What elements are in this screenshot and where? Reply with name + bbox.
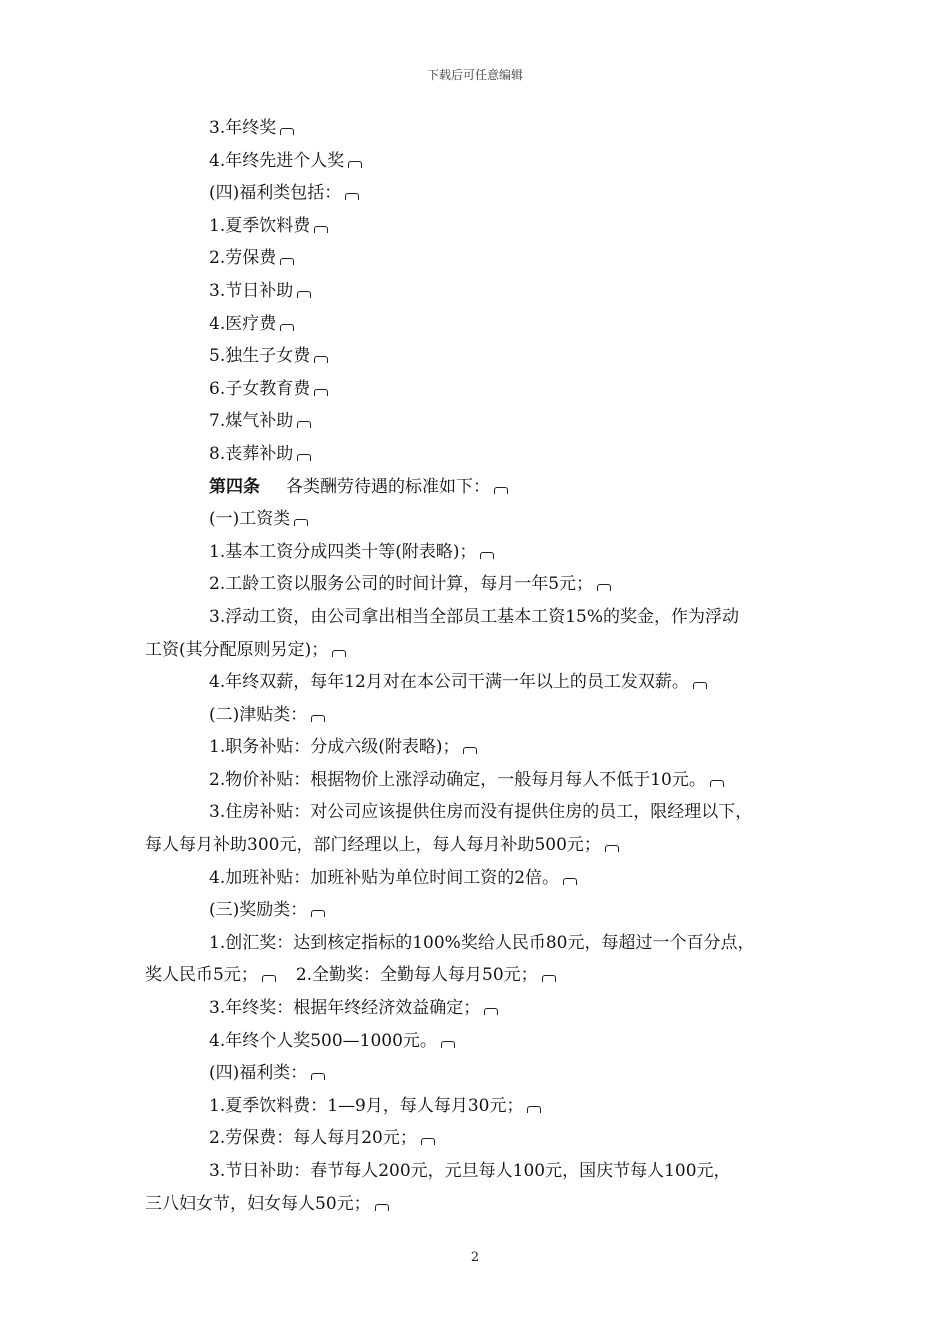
paragraph-mark-icon [297,454,311,461]
paragraph-mark-icon [332,650,346,657]
page-number: 2 [470,1250,480,1265]
list-item: 6.子女教育费 [145,373,825,406]
paragraph-mark-icon [311,1073,325,1080]
paragraph-mark-icon [605,845,619,852]
paragraph-mark-icon [311,910,325,917]
paragraph-mark-icon [280,324,294,331]
paragraph-mark-icon [542,975,556,982]
list-item-continuation: 每人每月补助300元，部门经理以上，每人每月补助500元； [145,829,825,862]
list-item-continuation: 奖人民币5元； 2.全勤奖：全勤每人每月50元； [145,959,825,992]
list-item: 8.丧葬补助 [145,438,825,471]
paragraph-mark-icon [297,421,311,428]
paragraph-mark-icon [527,1106,541,1113]
list-item: 3.节日补助 [145,275,825,308]
list-item: 1.职务补贴：分成六级(附表略)； [145,731,825,764]
article-heading [145,471,825,504]
paragraph-mark-icon [314,356,328,363]
paragraph-mark-icon [314,389,328,396]
paragraph-mark-icon [480,552,494,559]
list-item-continuation: 工资(其分配原则另定)； [145,634,825,667]
list-item: 1.夏季饮料费：1—9月，每人每月30元； [145,1090,825,1123]
list-item: 3.住房补贴：对公司应该提供住房而没有提供住房的员工，限经理以下， [209,802,753,823]
list-item: 1.夏季饮料费 [145,210,825,243]
list-item: 2.物价补贴：根据物价上涨浮动确定，一般每月每人不低于10元。 [145,764,825,797]
paragraph-mark-icon [311,715,325,722]
list-item: 1.创汇奖：达到核定指标的100%奖给人民币80元，每超过一个百分点， [209,932,755,953]
paragraph-mark-icon [262,975,276,982]
article-number: 第四条 [209,476,260,497]
list-item: 4.医疗费 [145,308,825,341]
paragraph-mark-icon [563,878,577,885]
article-title: 各类酬劳待遇的标准如下： [286,476,490,497]
paragraph-mark-icon [375,1204,389,1211]
paragraph-mark-icon [348,161,362,168]
list-item: 2.劳保费：每人每月20元； [145,1122,825,1155]
paragraph-mark-icon [463,747,477,754]
list-item: 4.加班补贴：加班补贴为单位时间工资的2倍。 [145,862,825,895]
section-heading: (二)津贴类： [145,699,825,732]
paragraph-mark-icon [693,682,707,689]
document-body [145,112,825,1220]
paragraph-mark-icon [494,487,508,494]
list-item: 4.年终个人奖500—1000元。 [145,1025,825,1058]
paragraph-mark-icon [421,1138,435,1145]
section-heading: (四)福利类包括： [145,177,825,210]
section-heading: (三)奖励类： [145,894,825,927]
list-item: 2.劳保费 [145,242,825,275]
paragraph-mark-icon [294,519,308,526]
list-item: 3.年终奖：根据年终经济效益确定； [145,992,825,1025]
paragraph-mark-icon [314,226,328,233]
section-heading: (一)工资类 [145,503,825,536]
list-item: 1.基本工资分成四类十等(附表略)； [145,536,825,569]
list-item: 4.年终先进个人奖 [145,145,825,178]
paragraph-mark-icon [297,291,311,298]
list-item: 2.工龄工资以服务公司的时间计算，每月一年5元； [145,568,825,601]
paragraph-mark-icon [345,193,359,200]
list-item: 4.年终双薪，每年12月对在本公司干满一年以上的员工发双薪。 [145,666,825,699]
paragraph-mark-icon [484,1008,498,1015]
paragraph-mark-icon [280,258,294,265]
list-item-continuation: 三八妇女节，妇女每人50元； [145,1188,825,1221]
page-header: 下载后可任意编辑 [426,68,523,82]
list-item: 3.年终奖 [145,112,825,145]
list-item: 7.煤气补助 [145,405,825,438]
list-item: 3.节日补助：春节每人200元，元旦每人100元，国庆节每人100元， [209,1161,731,1181]
paragraph-mark-icon [597,584,611,591]
paragraph-mark-icon [280,128,294,135]
list-item: 5.独生子女费 [145,340,825,373]
paragraph-mark-icon [710,780,724,787]
section-heading: (四)福利类： [145,1057,825,1090]
list-item: 3.浮动工资，由公司拿出相当全部员工基本工资15%的奖金，作为浮动 [209,606,740,627]
paragraph-mark-icon [441,1041,455,1048]
